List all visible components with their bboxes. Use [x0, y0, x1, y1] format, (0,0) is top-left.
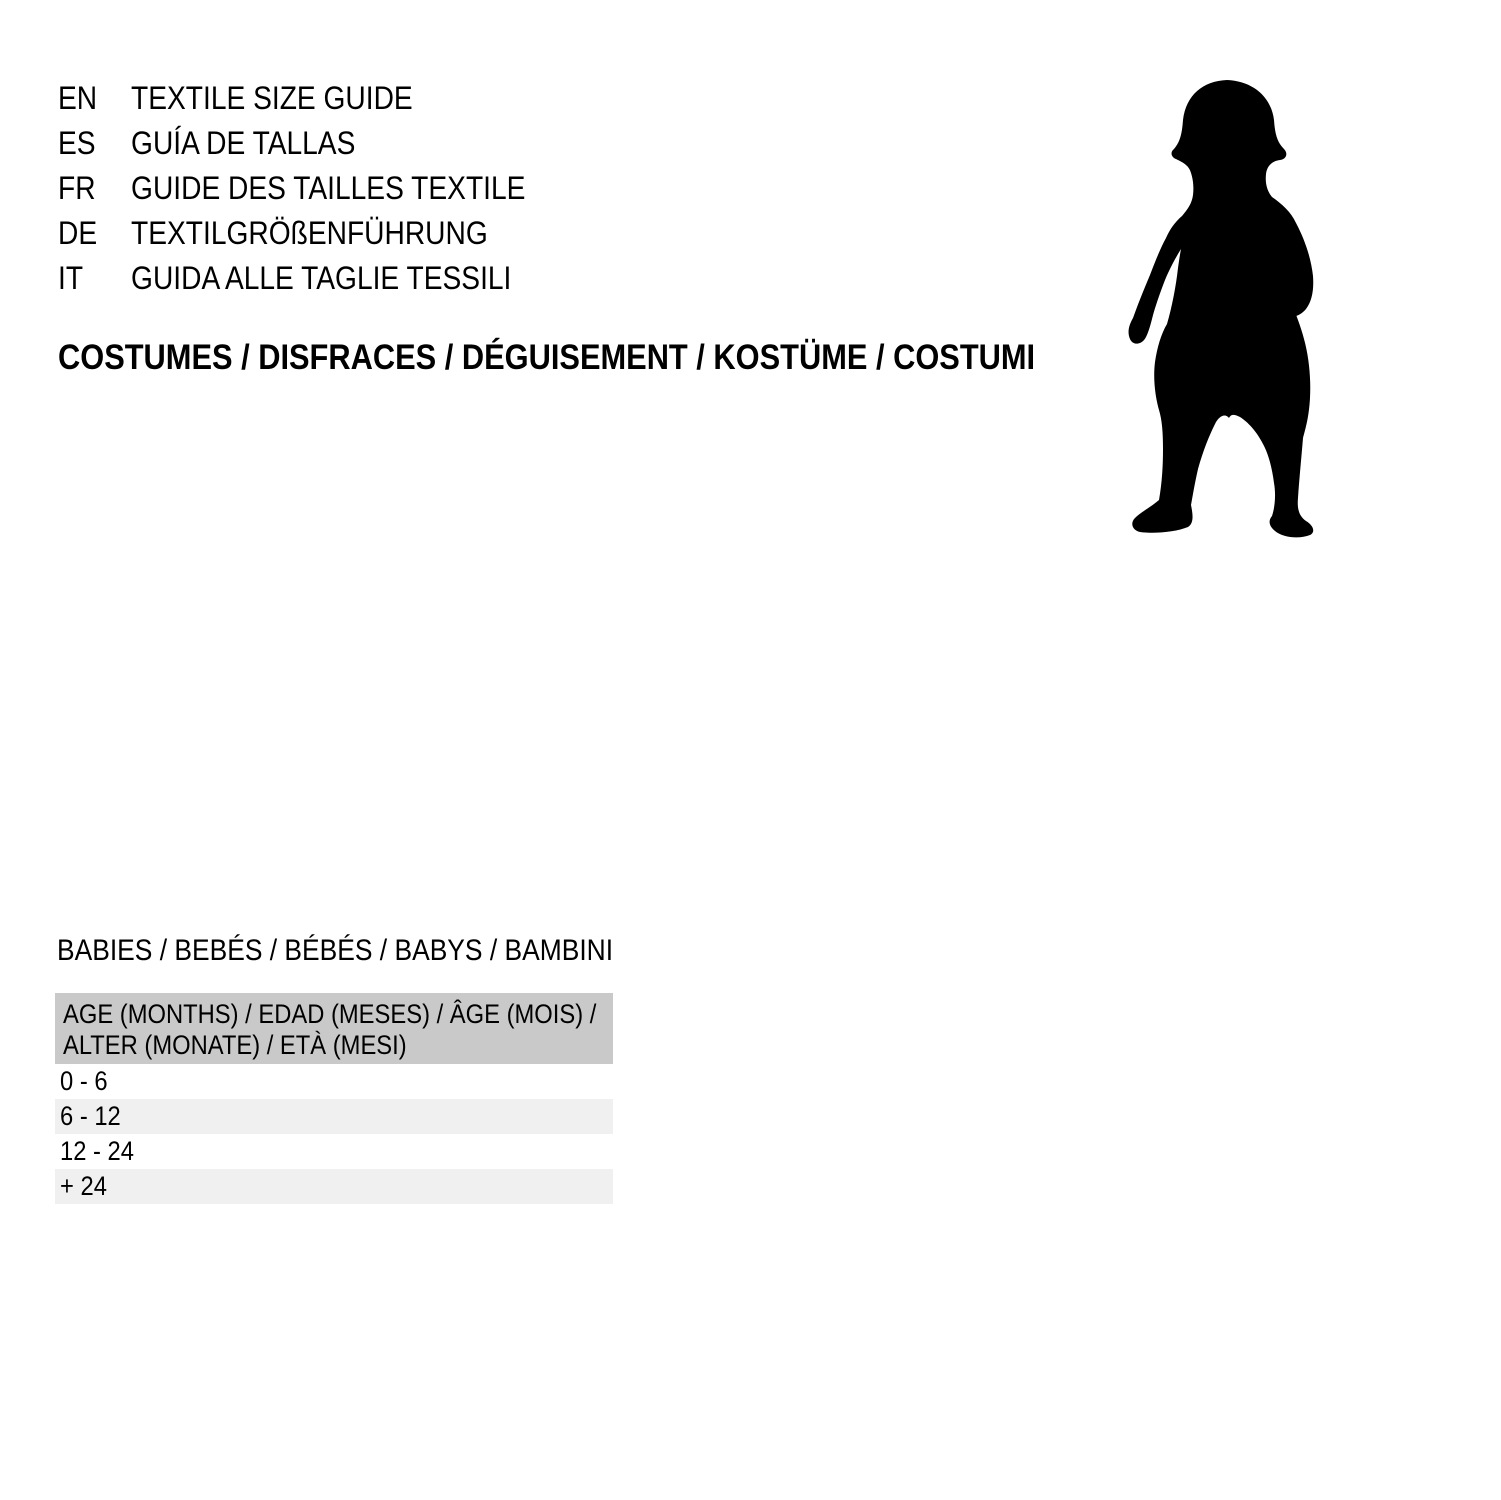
language-title-list: [58, 76, 589, 301]
language-code: IT: [58, 260, 84, 296]
age-table-header-line2: ALTER (MONATE) / ETÀ (MESI): [63, 1030, 407, 1060]
language-row-fr: [58, 166, 589, 211]
category-line: [58, 338, 1168, 378]
age-range: + 24: [60, 1171, 107, 1201]
guide-title: TEXTILE SIZE GUIDE: [131, 80, 413, 116]
language-row-de: [58, 211, 589, 256]
guide-title: TEXTILGRÖßENFÜHRUNG: [131, 215, 488, 251]
age-range: 12 - 24: [60, 1136, 134, 1166]
language-code: FR: [58, 170, 96, 206]
language-row-es: [58, 121, 589, 166]
age-table-row: [55, 1134, 613, 1169]
guide-title: GUIDA ALLE TAGLIE TESSILI: [131, 260, 512, 296]
age-table-header: [55, 993, 613, 1064]
age-table-row: [55, 1064, 613, 1099]
age-table: [55, 993, 613, 1204]
language-code: EN: [58, 80, 98, 116]
language-code: DE: [58, 215, 98, 251]
babies-heading-text: BABIES / BEBÉS / BÉBÉS / BABYS / BAMBINI: [57, 934, 614, 967]
age-table-header-line1: AGE (MONTHS) / EDAD (MESES) / ÂGE (MOIS) /: [63, 999, 597, 1029]
age-range: 0 - 6: [60, 1066, 108, 1096]
age-range: 6 - 12: [60, 1101, 121, 1131]
guide-title: GUÍA DE TALLAS: [131, 125, 356, 161]
language-row-it: [58, 256, 589, 301]
baby-silhouette-shape: [1129, 80, 1314, 537]
age-table-row: [55, 1099, 613, 1134]
language-row-en: [58, 76, 589, 121]
babies-heading: [57, 933, 689, 969]
baby-toddler-silhouette-icon: [1125, 80, 1321, 540]
guide-title: GUIDE DES TAILLES TEXTILE: [131, 170, 526, 206]
category-line-text: COSTUMES / DISFRACES / DÉGUISEMENT / KOSTÜME / COSTUMI: [58, 338, 1036, 377]
age-table-row: [55, 1169, 613, 1204]
language-code: ES: [58, 125, 96, 161]
